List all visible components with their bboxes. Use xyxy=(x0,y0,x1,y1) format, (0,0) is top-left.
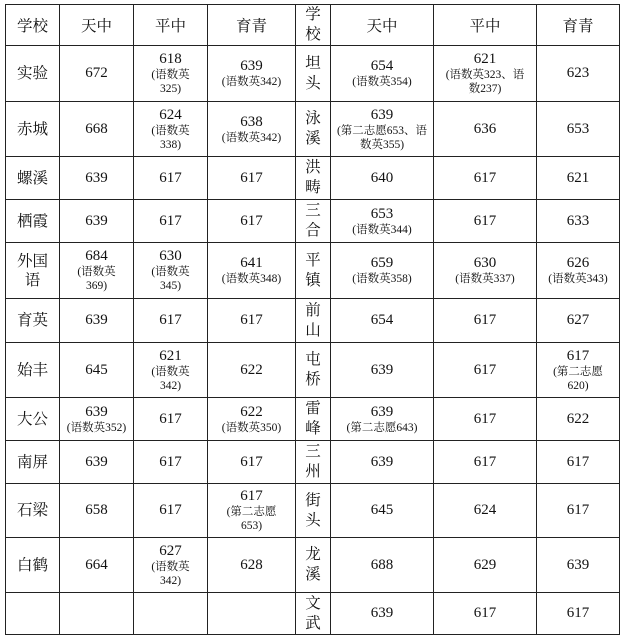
score-note: (语数英348) xyxy=(221,273,282,285)
score-value: 645 xyxy=(370,502,394,518)
score-note: (语数英354) xyxy=(352,76,412,88)
header-label: 天中 xyxy=(80,18,112,35)
left-pingzhong-cell xyxy=(134,538,208,593)
right-tianzhong-cell xyxy=(331,46,434,102)
right-yuqing-cell xyxy=(537,200,620,243)
header-row xyxy=(6,5,620,46)
score-value: 617 xyxy=(566,347,590,364)
school-name: 栖霞 xyxy=(16,212,48,230)
left-school-cell xyxy=(6,398,60,441)
school-name: 白鹤 xyxy=(16,556,48,574)
header-label: 学校 xyxy=(16,18,48,35)
score-value: 684 xyxy=(85,248,108,264)
right-tianzhong-cell xyxy=(331,343,434,398)
header-label: 学 校 xyxy=(305,6,321,43)
school-name: 大公 xyxy=(16,410,48,428)
score-value: 617 xyxy=(473,212,497,229)
header-label: 育青 xyxy=(562,18,594,35)
score-value: 641 xyxy=(240,255,263,271)
right-pingzhong-cell xyxy=(434,441,537,484)
school-name: 螺溪 xyxy=(16,169,48,187)
header-cell-pingzhong xyxy=(134,5,208,46)
right-pingzhong-cell xyxy=(434,593,537,635)
right-school-cell xyxy=(296,398,331,441)
right-tianzhong-cell xyxy=(331,484,434,538)
score-value: 639 xyxy=(370,403,394,420)
left-school-cell xyxy=(6,102,60,157)
table-row xyxy=(6,200,620,243)
right-school-cell xyxy=(296,46,331,102)
score-value: 617 xyxy=(240,453,263,470)
left-yuqing-cell xyxy=(208,102,296,157)
left-yuqing-cell xyxy=(208,484,296,538)
left-school-cell xyxy=(6,299,60,343)
right-school-cell xyxy=(296,200,331,243)
score-note: (语数英 342) xyxy=(151,365,190,392)
right-school-cell xyxy=(296,343,331,398)
header-label: 平中 xyxy=(469,18,501,35)
score-value: 617 xyxy=(159,453,182,470)
school-name: 坦 头 xyxy=(305,54,321,92)
score-value: 639 xyxy=(370,361,394,378)
score-value: 639 xyxy=(370,605,394,621)
score-note: (语数英343) xyxy=(548,273,608,285)
left-tianzhong-cell xyxy=(60,200,134,243)
header-cell-yuqing xyxy=(208,5,296,46)
score-value: 622 xyxy=(240,403,263,420)
header-cell-school xyxy=(6,5,60,46)
score-value: 640 xyxy=(370,169,394,186)
school-name: 雷 峰 xyxy=(305,400,321,437)
score-value: 617 xyxy=(473,410,497,427)
score-value: 639 xyxy=(370,453,394,470)
score-note: (语数英352) xyxy=(66,421,127,434)
right-pingzhong-cell xyxy=(434,157,537,200)
table-row xyxy=(6,299,620,343)
left-pingzhong-cell xyxy=(134,343,208,398)
right-tianzhong-cell xyxy=(331,299,434,343)
right-pingzhong-cell xyxy=(434,200,537,243)
header-cell-tianzhong xyxy=(60,5,134,46)
score-note: (第二志愿 620) xyxy=(553,365,603,392)
left-school-cell xyxy=(6,538,60,593)
score-value: 617 xyxy=(240,169,263,186)
table-row xyxy=(6,157,620,200)
left-pingzhong-cell xyxy=(134,484,208,538)
left-school-cell xyxy=(6,441,60,484)
left-yuqing-cell xyxy=(208,46,296,102)
score-value: 617 xyxy=(159,169,182,186)
score-value: 672 xyxy=(85,65,108,81)
score-note: (语数英 325) xyxy=(151,69,190,95)
school-name: 龙 溪 xyxy=(305,546,321,583)
left-tianzhong-cell xyxy=(60,157,134,200)
score-note: (语数英 345) xyxy=(151,266,190,292)
score-value: 659 xyxy=(370,255,394,271)
score-value: 668 xyxy=(85,120,108,137)
school-name: 石梁 xyxy=(16,502,48,519)
score-value: 624 xyxy=(159,106,182,123)
score-value: 653 xyxy=(566,120,590,137)
left-yuqing-cell xyxy=(208,243,296,299)
school-name: 平 镇 xyxy=(305,251,321,289)
left-tianzhong-cell xyxy=(60,299,134,343)
right-tianzhong-cell xyxy=(331,102,434,157)
right-tianzhong-cell xyxy=(331,243,434,299)
right-pingzhong-cell xyxy=(434,343,537,398)
right-yuqing-cell xyxy=(537,538,620,593)
left-pingzhong-cell xyxy=(134,102,208,157)
left-yuqing-cell xyxy=(208,200,296,243)
score-value: 621 xyxy=(566,169,590,186)
right-yuqing-cell xyxy=(537,299,620,343)
score-value: 627 xyxy=(159,542,182,559)
header-label: 天中 xyxy=(366,18,398,35)
left-tianzhong-cell xyxy=(60,398,134,441)
table-row xyxy=(6,484,620,538)
score-value: 653 xyxy=(370,205,394,222)
right-school-cell xyxy=(296,243,331,299)
left-school-cell xyxy=(6,343,60,398)
score-note: (语数英358) xyxy=(352,273,412,285)
score-value: 626 xyxy=(566,255,590,271)
score-value: 622 xyxy=(566,410,590,427)
right-tianzhong-cell xyxy=(331,200,434,243)
school-name: 泳 溪 xyxy=(305,110,321,147)
score-value: 639 xyxy=(240,58,263,74)
right-tianzhong-cell xyxy=(331,398,434,441)
score-note: (第二志愿 653) xyxy=(226,506,277,532)
right-tianzhong-cell xyxy=(331,157,434,200)
school-name: 赤城 xyxy=(16,120,48,138)
left-tianzhong-cell xyxy=(60,441,134,484)
school-name: 文 武 xyxy=(305,594,321,632)
score-value: 617 xyxy=(473,169,497,186)
left-yuqing-cell xyxy=(208,398,296,441)
score-note: (第二志愿643) xyxy=(346,421,418,434)
left-pingzhong-cell xyxy=(134,593,208,635)
score-value: 621 xyxy=(159,347,182,364)
score-note: (语数英 342) xyxy=(151,560,190,587)
score-value: 617 xyxy=(159,312,182,328)
school-name: 街 头 xyxy=(305,491,321,529)
score-value: 617 xyxy=(566,605,590,621)
left-pingzhong-cell xyxy=(134,46,208,102)
school-name: 南屏 xyxy=(16,453,48,471)
left-pingzhong-cell xyxy=(134,299,208,343)
left-tianzhong-cell xyxy=(60,538,134,593)
school-name: 始丰 xyxy=(16,361,48,379)
score-value: 639 xyxy=(85,212,108,229)
table-row xyxy=(6,102,620,157)
right-school-cell xyxy=(296,157,331,200)
left-yuqing-cell xyxy=(208,593,296,635)
school-name: 三 合 xyxy=(305,202,321,239)
right-pingzhong-cell xyxy=(434,102,537,157)
header-cell-school-right xyxy=(296,5,331,46)
right-pingzhong-cell xyxy=(434,299,537,343)
table-row xyxy=(6,538,620,593)
left-tianzhong-cell xyxy=(60,343,134,398)
right-yuqing-cell xyxy=(537,46,620,102)
score-value: 617 xyxy=(240,312,263,328)
right-tianzhong-cell xyxy=(331,593,434,635)
score-value: 617 xyxy=(473,605,497,621)
table-row xyxy=(6,343,620,398)
left-pingzhong-cell xyxy=(134,398,208,441)
right-yuqing-cell xyxy=(537,157,620,200)
right-yuqing-cell xyxy=(537,343,620,398)
right-school-cell xyxy=(296,102,331,157)
left-school-cell xyxy=(6,157,60,200)
score-value: 654 xyxy=(370,58,394,74)
score-value: 639 xyxy=(370,106,394,123)
header-cell-pingzhong-right xyxy=(434,5,537,46)
school-name: 实验 xyxy=(16,65,48,82)
score-value: 633 xyxy=(566,212,590,229)
school-name: 外国 语 xyxy=(16,252,48,289)
right-pingzhong-cell xyxy=(434,243,537,299)
score-value: 618 xyxy=(159,51,182,67)
left-school-cell xyxy=(6,200,60,243)
right-school-cell xyxy=(296,441,331,484)
right-tianzhong-cell xyxy=(331,441,434,484)
right-pingzhong-cell xyxy=(434,538,537,593)
table-row xyxy=(6,243,620,299)
right-school-cell xyxy=(296,299,331,343)
header-label: 平中 xyxy=(154,18,186,35)
left-yuqing-cell xyxy=(208,441,296,484)
right-tianzhong-cell xyxy=(331,538,434,593)
left-school-cell xyxy=(6,46,60,102)
left-yuqing-cell xyxy=(208,538,296,593)
header-label: 育青 xyxy=(235,18,267,35)
score-note: (语数英337) xyxy=(455,273,515,285)
right-school-cell xyxy=(296,538,331,593)
header-cell-tianzhong-right xyxy=(331,5,434,46)
score-note: (语数英 338) xyxy=(151,124,190,151)
score-value: 636 xyxy=(473,120,497,137)
score-note: (第二志愿653、语 数英355) xyxy=(336,124,428,151)
left-pingzhong-cell xyxy=(134,157,208,200)
score-value: 617 xyxy=(240,212,263,229)
score-note: (语数英 369) xyxy=(77,266,116,292)
left-school-cell xyxy=(6,484,60,538)
score-note: (语数英342) xyxy=(221,76,282,88)
school-name: 屯 桥 xyxy=(305,351,321,388)
left-pingzhong-cell xyxy=(134,243,208,299)
left-tianzhong-cell xyxy=(60,46,134,102)
right-yuqing-cell xyxy=(537,102,620,157)
right-school-cell xyxy=(296,593,331,635)
score-value: 617 xyxy=(159,410,182,427)
score-note: (语数英344) xyxy=(352,223,412,236)
left-school-cell xyxy=(6,243,60,299)
score-value: 658 xyxy=(85,502,108,518)
score-value: 629 xyxy=(473,556,497,573)
school-name: 洪 畴 xyxy=(305,159,321,196)
score-value: 623 xyxy=(566,65,590,81)
score-value: 630 xyxy=(473,255,497,271)
right-yuqing-cell xyxy=(537,398,620,441)
score-value: 621 xyxy=(473,51,497,67)
score-value: 688 xyxy=(370,556,394,573)
score-value: 639 xyxy=(85,453,108,470)
score-value: 624 xyxy=(473,502,497,518)
score-value: 627 xyxy=(566,312,590,328)
score-value: 617 xyxy=(473,312,497,328)
left-pingzhong-cell xyxy=(134,200,208,243)
table-row xyxy=(6,398,620,441)
right-yuqing-cell xyxy=(537,243,620,299)
score-value: 639 xyxy=(566,556,590,573)
left-yuqing-cell xyxy=(208,299,296,343)
right-yuqing-cell xyxy=(537,441,620,484)
left-school-cell xyxy=(6,593,60,635)
left-yuqing-cell xyxy=(208,343,296,398)
school-name: 前 山 xyxy=(305,301,321,339)
table-row xyxy=(6,46,620,102)
score-value: 617 xyxy=(566,502,590,518)
score-value: 617 xyxy=(473,453,497,470)
score-value: 654 xyxy=(370,312,394,328)
right-pingzhong-cell xyxy=(434,484,537,538)
score-value: 617 xyxy=(473,361,497,378)
score-value: 639 xyxy=(85,403,108,420)
right-pingzhong-cell xyxy=(434,46,537,102)
left-tianzhong-cell xyxy=(60,243,134,299)
right-yuqing-cell xyxy=(537,484,620,538)
score-value: 645 xyxy=(85,361,108,378)
left-tianzhong-cell xyxy=(60,593,134,635)
score-value: 664 xyxy=(85,556,108,573)
school-name: 育英 xyxy=(16,312,48,329)
right-yuqing-cell xyxy=(537,593,620,635)
score-value: 630 xyxy=(159,248,182,264)
left-tianzhong-cell xyxy=(60,102,134,157)
table-row xyxy=(6,441,620,484)
right-pingzhong-cell xyxy=(434,398,537,441)
score-value: 622 xyxy=(240,361,263,378)
score-value: 638 xyxy=(240,113,263,130)
left-yuqing-cell xyxy=(208,157,296,200)
school-name: 三 州 xyxy=(305,443,321,480)
left-pingzhong-cell xyxy=(134,441,208,484)
right-school-cell xyxy=(296,484,331,538)
score-value: 639 xyxy=(85,312,108,328)
score-note: (语数英342) xyxy=(221,131,282,144)
score-value: 617 xyxy=(566,453,590,470)
score-note: (语数英350) xyxy=(221,421,282,434)
score-value: 639 xyxy=(85,169,108,186)
left-tianzhong-cell xyxy=(60,484,134,538)
score-value: 617 xyxy=(240,488,263,504)
table-row xyxy=(6,593,620,635)
score-value: 617 xyxy=(159,502,182,518)
score-note: (语数英323、语 数237) xyxy=(445,69,525,95)
score-value: 628 xyxy=(240,556,263,573)
score-table xyxy=(5,4,620,635)
header-cell-yuqing-right xyxy=(537,5,620,46)
score-value: 617 xyxy=(159,212,182,229)
